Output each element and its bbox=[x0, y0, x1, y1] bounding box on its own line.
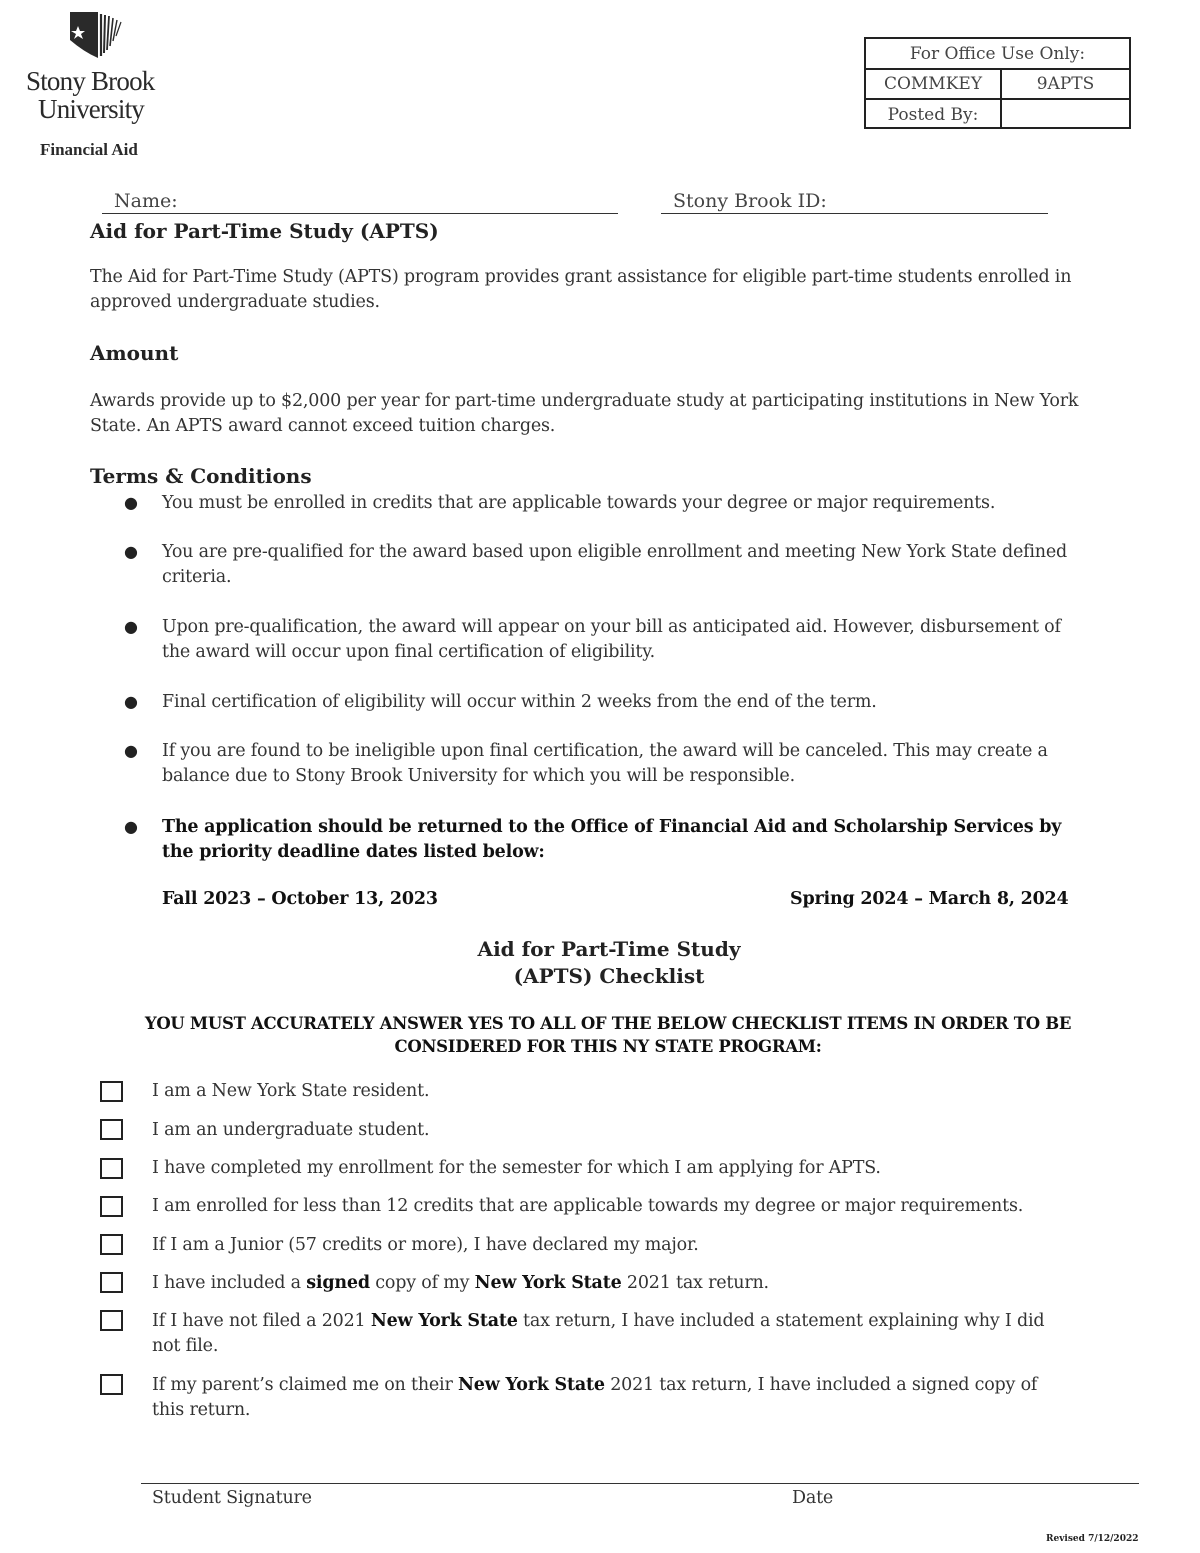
checklist-item: If I am a Junior (57 credits or more), I have declared my major. bbox=[152, 1235, 699, 1255]
terms-bullet: You are pre-qualified for the award based upon eligible enrollment and meeting New York State defined criteria. bbox=[162, 542, 1068, 587]
checklist-item-parent-claimed: If my parent’s claimed me on their New York State 2021 tax return, I have included a signed copy of this return. bbox=[152, 1375, 1038, 1420]
id-label: Stony Brook ID: bbox=[673, 190, 827, 212]
checklist-checkbox[interactable] bbox=[100, 1158, 123, 1179]
logo-subtitle: Financial Aid bbox=[40, 140, 138, 159]
section-title-terms: Terms & Conditions bbox=[90, 464, 312, 488]
commkey-label: COMMKEY bbox=[866, 69, 1001, 99]
posted-by-field[interactable] bbox=[1001, 99, 1129, 129]
checklist-item: I am a New York State resident. bbox=[152, 1081, 430, 1101]
bullet-icon: ● bbox=[124, 692, 138, 711]
checklist-item-not-filed: If I have not filed a 2021 New York State tax return, I have included a statement explaining why I did not file. bbox=[152, 1311, 1045, 1356]
amount-paragraph: Awards provide up to $2,000 per year for part-time undergraduate study at participating institutions in New York State. An APTS award cannot exceed tuition charges. bbox=[90, 391, 1079, 436]
checklist-checkbox[interactable] bbox=[100, 1272, 123, 1293]
bullet-icon: ● bbox=[124, 493, 138, 512]
university-shield-logo-icon bbox=[66, 10, 124, 68]
revised-date: Revised 7/12/2022 bbox=[1046, 1534, 1139, 1544]
terms-bullet: If you are found to be ineligible upon final certification, the award will be canceled. This may create a balance due to Stony Brook University for which you will be responsible. bbox=[162, 741, 1048, 786]
office-use-header: For Office Use Only: bbox=[866, 39, 1129, 69]
signature-line[interactable] bbox=[141, 1483, 1139, 1484]
checklist-checkbox[interactable] bbox=[100, 1310, 123, 1331]
bullet-icon: ● bbox=[124, 542, 138, 561]
checklist-checkbox[interactable] bbox=[100, 1081, 123, 1102]
terms-bullet-deadline: The application should be returned to the Office of Financial Aid and Scholarship Services by the priority deadline dates listed below: bbox=[162, 817, 1062, 862]
checklist-title-line2: (APTS) Checklist bbox=[513, 964, 705, 988]
terms-bullet: Upon pre-qualification, the award will appear on your bill as anticipated aid. However, disbursement of the award will occur upon final certification of eligibility. bbox=[162, 617, 1061, 662]
terms-bullet: Final certification of eligibility will occur within 2 weeks from the end of the term. bbox=[162, 692, 877, 712]
date-label: Date bbox=[792, 1488, 834, 1508]
intro-paragraph: The Aid for Part-Time Study (APTS) program provides grant assistance for eligible part-time students enrolled in approved undergraduate studies. bbox=[90, 267, 1072, 312]
checklist-checkbox[interactable] bbox=[100, 1234, 123, 1255]
office-use-box bbox=[864, 37, 1131, 129]
checklist-checkbox[interactable] bbox=[100, 1374, 123, 1395]
terms-bullet: You must be enrolled in credits that are applicable towards your degree or major requirements. bbox=[162, 493, 996, 513]
checklist-instruction: YOU MUST ACCURATELY ANSWER YES TO ALL OF THE BELOW CHECKLIST ITEMS IN ORDER TO BE CONSIDERED FOR THIS NY STATE PROGRAM: bbox=[144, 1014, 1072, 1056]
checklist-item: I am an undergraduate student. bbox=[152, 1120, 430, 1140]
bullet-icon: ● bbox=[124, 817, 138, 836]
bullet-icon: ● bbox=[124, 617, 138, 636]
student-signature-label: Student Signature bbox=[152, 1488, 312, 1508]
deadline-spring: Spring 2024 – March 8, 2024 bbox=[790, 889, 1069, 909]
section-title-apts: Aid for Part-Time Study (APTS) bbox=[90, 219, 439, 243]
posted-by-label: Posted By: bbox=[866, 99, 1001, 129]
logo-text-line1: Stony Brook bbox=[26, 66, 155, 96]
checklist-title-line1: Aid for Part-Time Study bbox=[477, 937, 741, 961]
checklist-item: I have completed my enrollment for the semester for which I am applying for APTS. bbox=[152, 1158, 881, 1178]
deadline-fall: Fall 2023 – October 13, 2023 bbox=[162, 889, 438, 909]
section-title-amount: Amount bbox=[90, 341, 179, 365]
name-field-underline[interactable] bbox=[102, 213, 618, 214]
id-field-underline[interactable] bbox=[661, 213, 1048, 214]
checklist-checkbox[interactable] bbox=[100, 1196, 123, 1217]
checklist-checkbox[interactable] bbox=[100, 1119, 123, 1140]
name-label: Name: bbox=[114, 190, 178, 212]
checklist-item-tax-return: I have included a signed copy of my New York State 2021 tax return. bbox=[152, 1273, 769, 1293]
logo-text-line2: University bbox=[38, 94, 144, 124]
bullet-icon: ● bbox=[124, 741, 138, 760]
checklist-item: I am enrolled for less than 12 credits that are applicable towards my degree or major requirements. bbox=[152, 1196, 1024, 1216]
commkey-value: 9APTS bbox=[1001, 69, 1129, 99]
